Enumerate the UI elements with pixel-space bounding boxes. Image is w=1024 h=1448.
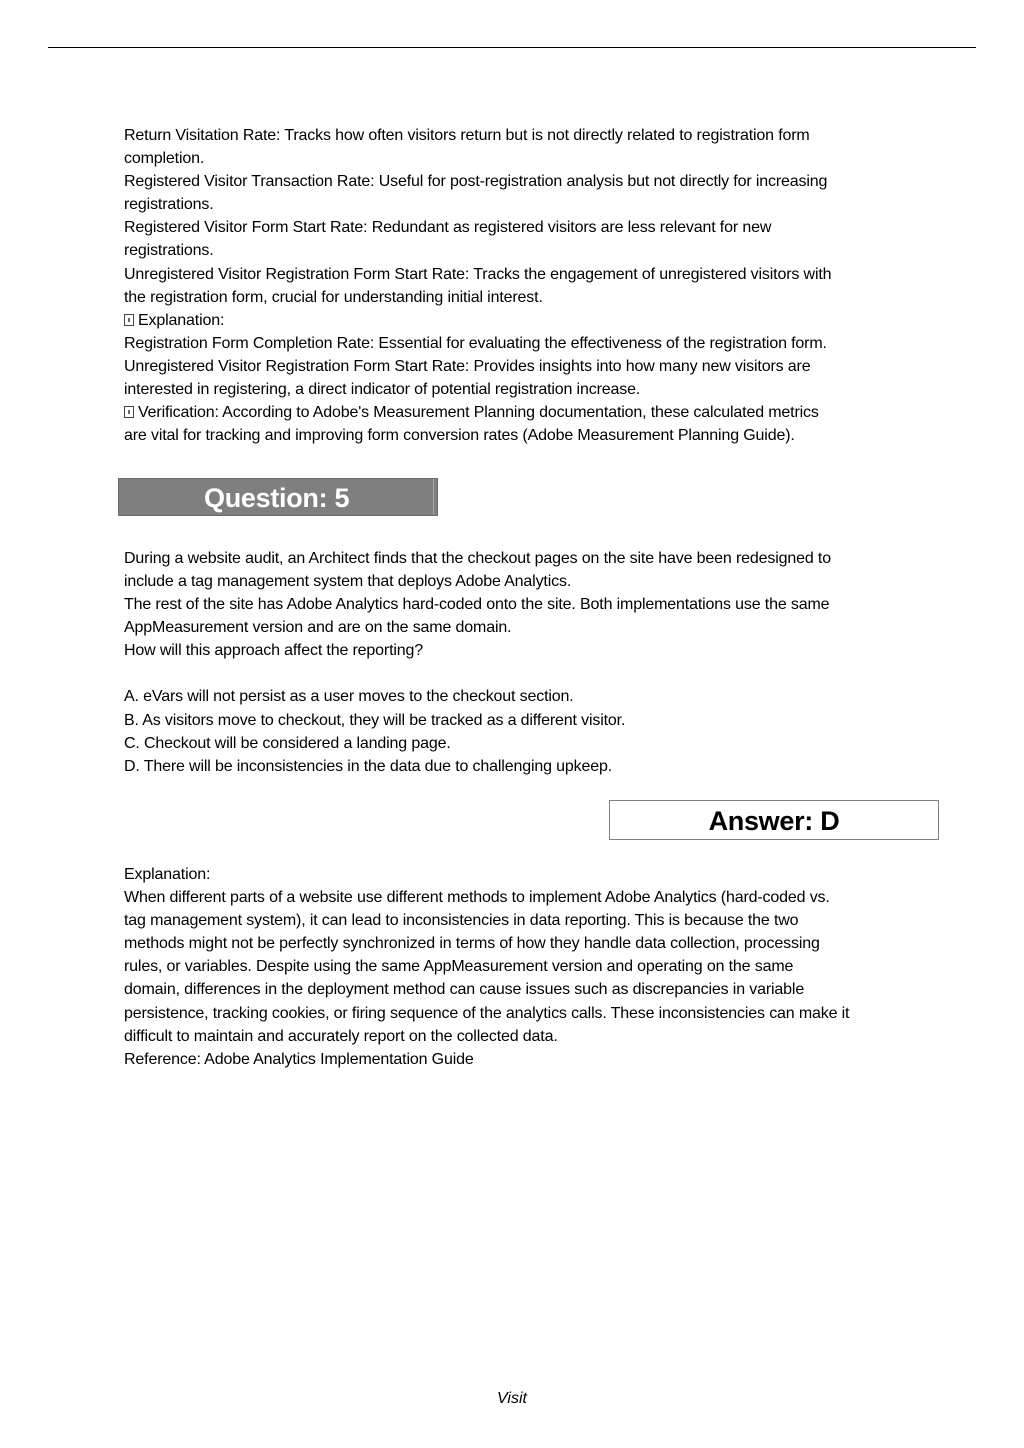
answer-explanation [124,863,924,1071]
question-stem-line: During a website audit, an Architect finds that the checkout pages on the site have been redesigned to [124,550,831,567]
explanation-line: tag management system), it can lead to inconsistencies in data reporting. This is because the two [124,912,799,930]
question-banner [118,478,438,516]
explanation-heading [124,309,924,332]
banner-edge [433,479,434,515]
question-stem-line: The rest of the site has Adobe Analytics hard-coded onto the site. Both implementations use the same [124,596,830,614]
spacer [124,662,924,685]
text-line: completion. [124,150,205,168]
question-title: Question: 5 [204,483,350,513]
explanation-line: rules, or variables. Despite using the same AppMeasurement version and operating on the same [124,958,794,976]
text-line: Return Visitation Rate: Tracks how often visitors return but is not directly related to registration form [124,127,810,144]
text-line: Unregistered Visitor Registration Form Start Rate: Provides insights into how many new visitors are [124,357,811,375]
answer-option-d: D. There will be inconsistencies in the data due to challenging upkeep. [124,757,613,775]
text-line: Registered Visitor Transaction Rate: Useful for post-registration analysis but not directly for increasing [124,173,828,191]
previous-explanation [124,124,924,447]
text-line: Registration Form Completion Rate: Essential for evaluating the effectiveness of the registration form. [124,334,827,352]
text-line: interested in registering, a direct indicator of potential registration increase. [124,381,641,399]
explanation-label: Explanation: [124,866,211,883]
explanation-line: difficult to maintain and accurately report on the collected data. [124,1027,558,1045]
text-line: registrations. [124,242,214,260]
answer-option-a: A. eVars will not persist as a user moves to the checkout section. [124,688,574,706]
explanation-line: methods might not be perfectly synchronized in terms of how they handle data collection, processing [124,935,820,953]
explanation-line: persistence, tracking cookies, or firing sequence of the analytics calls. These inconsistencies can make it [124,1004,850,1022]
answer-box [609,800,939,840]
question-stem-line: AppMeasurement version and are on the same domain. [124,619,512,637]
verification-text: Verification: According to Adobe's Measurement Planning documentation, these calculated metrics [138,404,819,422]
explanation-label: Explanation: [138,311,225,329]
reference-line: Reference: Adobe Analytics Implementation Guide [124,1050,474,1068]
answer-label: Answer: D [708,806,840,836]
question-stem-line: How will this approach affect the reporting? [124,642,424,660]
missing-glyph-icon [124,406,134,418]
text-line: are vital for tracking and improving form conversion rates (Adobe Measurement Planning Guide). [124,427,795,445]
explanation-line: When different parts of a website use different methods to implement Adobe Analytics (hard-coded vs. [124,889,830,907]
answer-option-c: C. Checkout will be considered a landing page. [124,734,451,752]
header-rule [48,47,976,48]
text-line: Registered Visitor Form Start Rate: Redundant as registered visitors are less relevant for new [124,219,772,237]
question-body [124,547,924,778]
footer-visit-text: Visit [497,1390,527,1407]
question-stem-line: include a tag management system that deploys Adobe Analytics. [124,573,572,591]
answer-option-b: B. As visitors move to checkout, they will be tracked as a different visitor. [124,711,626,729]
text-line: the registration form, crucial for understanding initial interest. [124,288,543,306]
missing-glyph-icon [124,314,134,326]
verification-line [124,401,924,424]
text-line: registrations. [124,196,214,214]
explanation-line: domain, differences in the deployment method can cause issues such as discrepancies in variable [124,981,805,999]
text-line: Unregistered Visitor Registration Form Start Rate: Tracks the engagement of unregistered visitors with [124,265,832,283]
